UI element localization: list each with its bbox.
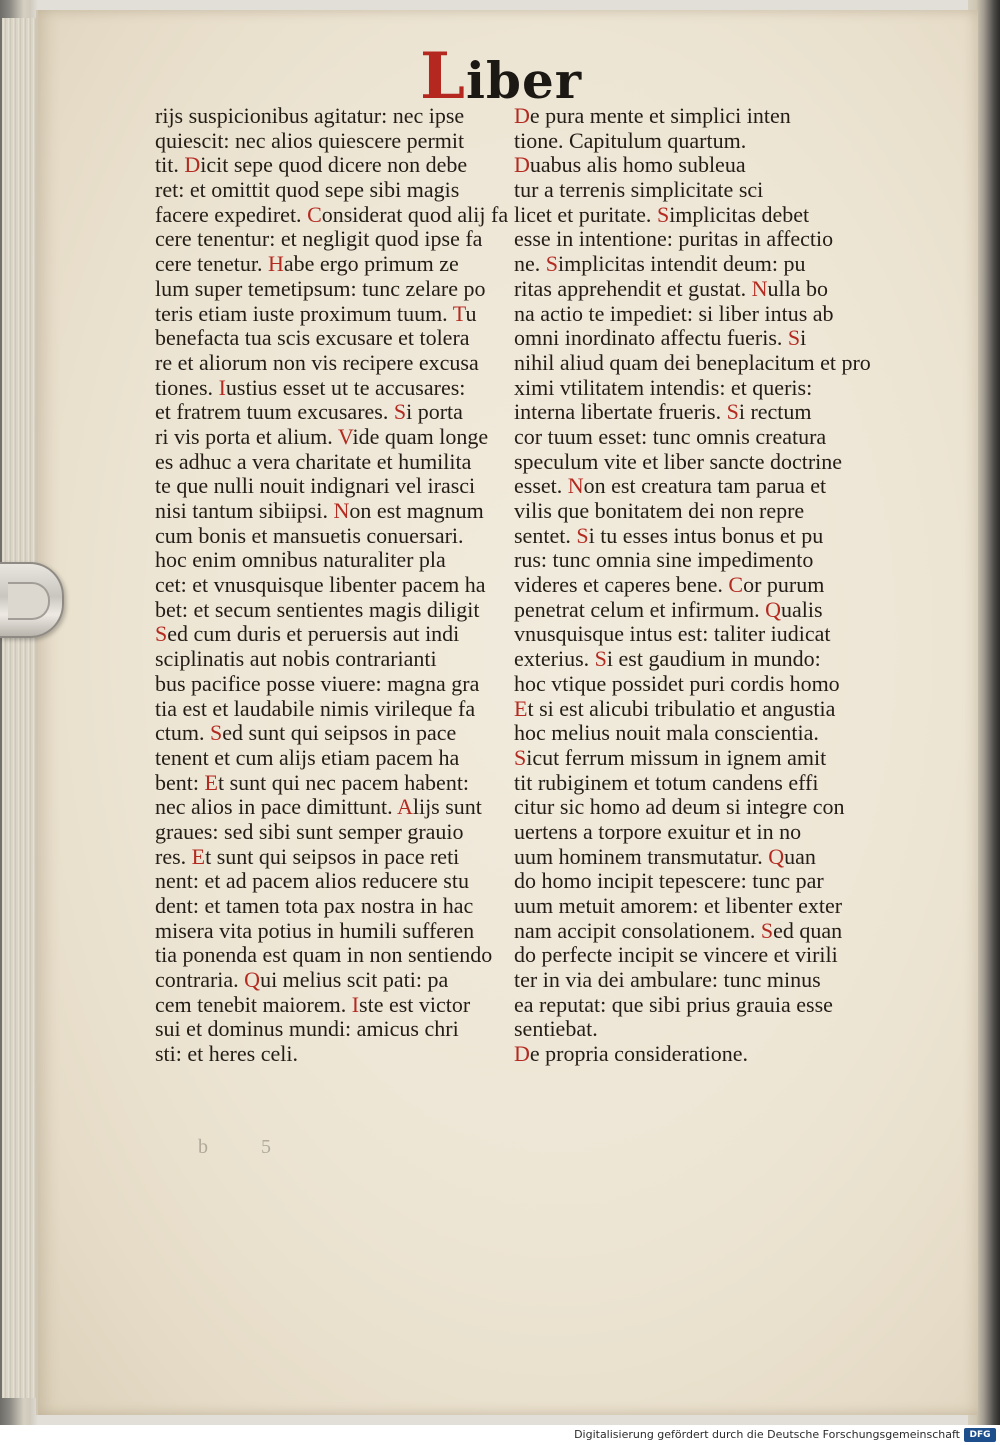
left-column-line: re et aliorum non vis recipere excusa [155, 349, 479, 375]
left-column-line: rijs suspicionibus agitatur: nec ipse [155, 103, 465, 128]
right-column-line: sentet. Si tu esses intus bonus et pu [514, 522, 824, 548]
left-column-line: nisi tantum sibiipsi. Non est magnum [155, 498, 484, 523]
left-column-line: sciplinatis aut nobis contrarianti [155, 646, 437, 672]
running-head-text: Liber [420, 39, 583, 114]
clasp-ring [8, 582, 50, 620]
left-column-line: bent: Et sunt qui nec pacem habent: [155, 769, 470, 795]
right-column-line: omni inordinato affectu fueris. Si [514, 325, 807, 351]
left-column-line: bet: et secum sentientes magis diligit [155, 596, 480, 622]
right-column-line: ter in via dei ambulare: tunc minus [514, 967, 821, 993]
left-column-line: tiones. Iustius esset ut te accusares: [155, 374, 466, 400]
right-column-line: citur sic homo ad deum si integre con [514, 794, 845, 820]
right-column-line: vnusquisque intus est: taliter iudicat [514, 621, 831, 647]
left-column-line: nent: et ad pacem alios reducere stu [155, 868, 469, 894]
right-column-line: licet et puritate. Simplicitas debet [514, 201, 810, 227]
left-column-line: ctum. Sed sunt qui seipsos in pace [155, 720, 457, 746]
right-column-line: uum hominem transmutatur. Quan [514, 843, 816, 869]
right-column-line: rus: tunc omnia sine impedimento [514, 547, 814, 573]
right-column-line: na actio te impediet: si liber intus ab [514, 300, 834, 326]
right-column-line: nihil aliud quam dei beneplacitum et pro [514, 349, 871, 375]
left-column-line: Sed cum duris et peruersis aut indi [155, 621, 460, 647]
right-column-line: tit rubiginem et totum candens effi [514, 769, 819, 795]
left-column-line: cere tenentur: et negligit quod ipse fa [155, 226, 483, 252]
left-column-line: benefacta tua scis excusare et tolera [155, 325, 470, 351]
right-column-line: interna libertate frueris. Si rectum [514, 399, 812, 425]
footer-bar [0, 1425, 1000, 1445]
left-column-line: tit. Dicit sepe quod dicere non debe [155, 152, 468, 178]
left-column-line: contraria. Qui melius scit pati: pa [155, 967, 449, 993]
left-text-column [155, 103, 509, 1067]
right-column-line: Sicut ferrum missum in ignem amit [514, 744, 827, 770]
digitization-credit: Digitalisierung gefördert durch die Deutsche Forschungsgemeinschaft [574, 1428, 960, 1441]
left-column-line: bus pacifice posse viuere: magna gra [155, 670, 480, 696]
right-column-line: hoc vtique possidet puri cordis homo [514, 670, 840, 696]
right-column-line: do perfecte incipit se vincere et virili [514, 942, 838, 968]
right-column-line: ritas apprehendit et gustat. Nulla bo [514, 275, 829, 301]
left-column-line: et fratrem tuum excusares. Si porta [155, 399, 463, 425]
left-column-line: sui et dominus mundi: amicus chri [155, 1016, 459, 1042]
right-column-line: tione. Capitulum quartum. [514, 127, 747, 153]
left-column-line: quiescit: nec alios quiescere permit [155, 127, 465, 153]
right-column-line: nam accipit consolationem. Sed quan [514, 917, 843, 943]
left-column-line: tia ponenda est quam in non sentiendo [155, 942, 493, 968]
right-column-line: exterius. Si est gaudium in mundo: [514, 646, 821, 672]
left-column-line: ri vis porta et alium. Vide quam longe [155, 423, 489, 449]
left-column-line: tia est et laudabile nimis virileque fa [155, 695, 476, 721]
right-column-line: De pura mente et simplici inten [514, 103, 791, 128]
right-column-line: Et si est alicubi tribulatio et angustia [514, 695, 836, 721]
left-column-line: misera vita potius in humili sufferen [155, 917, 475, 943]
right-column-line: hoc melius nouit mala conscientia. [514, 720, 819, 746]
right-column-line: cor tuum esset: tunc omnis creatura [514, 423, 827, 449]
right-column-line: do homo incipit tepescere: tunc par [514, 868, 824, 894]
right-text-column [514, 104, 882, 1067]
right-column-line: videres et caperes bene. Cor purum [514, 572, 825, 598]
right-column-line: sentiebat. [514, 1016, 598, 1042]
right-column-line: ximi vtilitatem intendis: et queris: [514, 374, 813, 400]
right-column-line: uertens a torpore exuitur et in no [514, 818, 802, 844]
left-column-line: cere tenetur. Habe ergo primum ze [155, 251, 459, 277]
book-clasp [0, 562, 64, 638]
right-column-line: uum metuit amorem: et libenter exter [514, 893, 843, 918]
right-column-line: vilis que bonitatem dei non repre [514, 498, 805, 523]
right-column-line: De propria consideratione. [514, 1041, 748, 1067]
left-column-line: graues: sed sibi sunt semper grauio [155, 818, 464, 844]
right-column-line: speculum vite et liber sancte doctrine [514, 448, 843, 474]
left-column-line: sti: et heres celi. [155, 1041, 298, 1067]
left-column-line: teris etiam iuste proximum tuum. Tu [155, 300, 477, 326]
page-stack-edges [2, 18, 36, 1398]
signature-mark: b 5 [198, 1136, 295, 1158]
left-column-line: dent: et tamen tota pax nostra in hac [155, 893, 474, 918]
left-column-line: cet: et vnusquisque libenter pacem ha [155, 572, 486, 598]
left-column-line: cem tenebit maiorem. Iste est victor [155, 991, 471, 1017]
left-column-line: facere expediret. Considerat quod alij fa [155, 201, 509, 227]
left-column-line: cum bonis et mansuetis conuersari. [155, 522, 464, 548]
right-column-line: Duabus alis homo subleua [514, 152, 746, 178]
left-column-line: res. Et sunt qui seipsos in pace reti [155, 843, 460, 869]
running-head [420, 39, 583, 114]
left-column-line: ret: et omittit quod sepe sibi magis [155, 177, 460, 203]
right-column-line: esse in intentione: puritas in affectio [514, 226, 834, 252]
left-column-line: lum super temetipsum: tunc zelare po [155, 275, 486, 301]
left-column-line: hoc enim omnibus naturaliter pla [155, 547, 446, 573]
left-column-line: es adhuc a vera charitate et humilita [155, 448, 472, 474]
left-column-line: te que nulli nouit indignari vel irasci [155, 473, 476, 499]
right-column-line: esset. Non est creatura tam parua et [514, 473, 827, 499]
left-column-line: nec alios in pace dimittunt. Alijs sunt [155, 794, 482, 820]
right-column-line: tur a terrenis simplicitate sci [514, 177, 764, 203]
left-column-line: tenent et cum alijs etiam pacem ha [155, 744, 460, 770]
right-column-line: ne. Simplicitas intendit deum: pu [514, 251, 806, 277]
right-column-line: ea reputat: que sibi prius grauia esse [514, 991, 833, 1017]
right-column-line: penetrat celum et infirmum. Qualis [514, 596, 823, 622]
dfg-logo: DFG [964, 1428, 996, 1442]
